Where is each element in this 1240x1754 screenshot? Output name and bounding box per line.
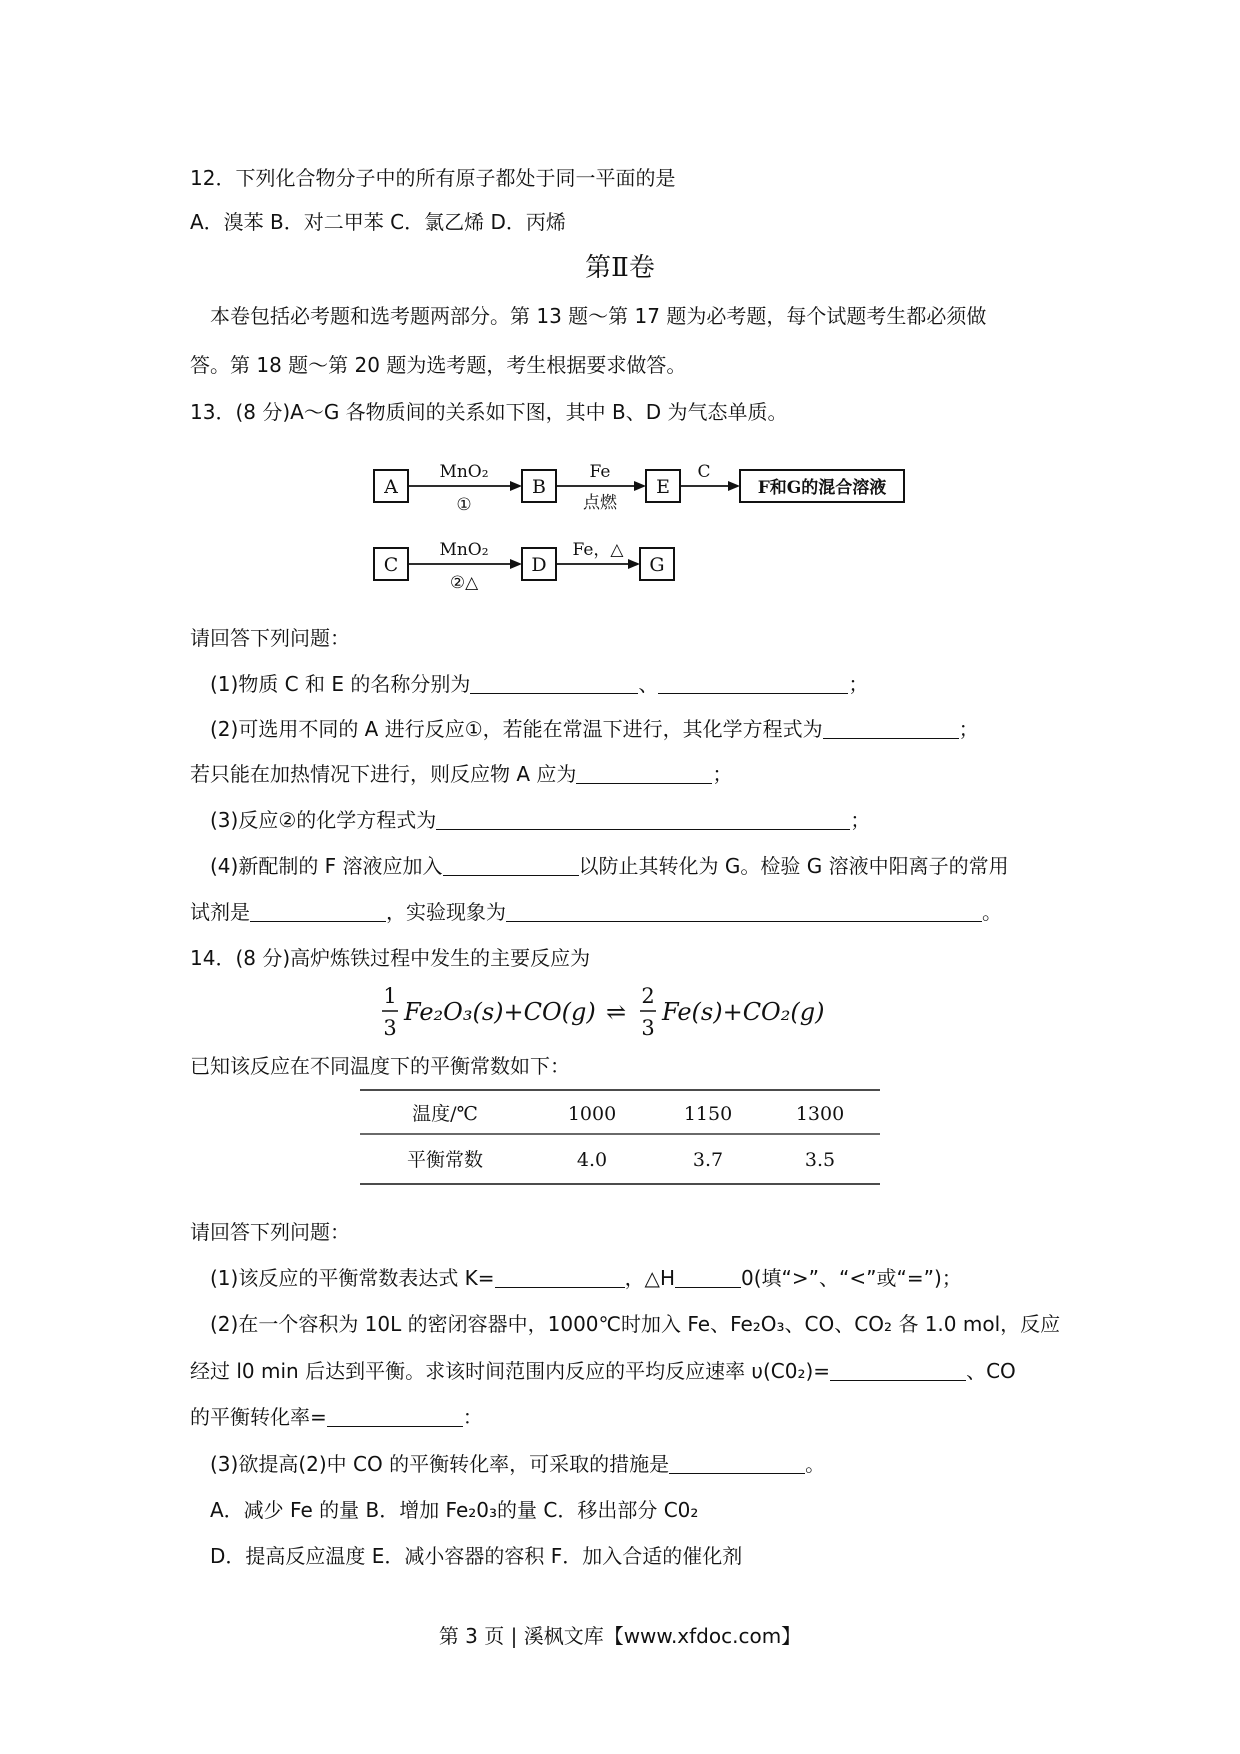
box-e-label: E <box>656 476 670 498</box>
q13-part4-cont <box>190 898 1002 926</box>
section-title: 第Ⅱ卷 <box>585 253 655 283</box>
box-d-label: D <box>531 554 547 576</box>
table-cell-1150: 3.7 <box>692 1149 724 1171</box>
q14-options-line1: A．减少 Fe 的量 B．增加 Fe₂0₃的量 C．移出部分 C0₂ <box>210 1498 699 1522</box>
q12-question: 12．下列化合物分子中的所有原子都处于同一平面的是 <box>190 166 676 190</box>
q13-part4-text: (4)新配制的 F 溶液应加入 <box>210 854 443 878</box>
q14-prompt: 请回答下列问题： <box>190 1220 350 1244</box>
q13-part1-text: (1)物质 C 和 E 的名称分别为 <box>210 672 471 696</box>
arrow1-bottom-label: ① <box>456 495 472 515</box>
reaction-flow-diagram <box>360 450 920 600</box>
box-fg-label: F和G的混合溶液 <box>757 478 887 498</box>
box-a-label: A <box>384 476 398 498</box>
equilibrium-arrow: ⇌ <box>606 998 627 1026</box>
equation-left: Fe₂O₃(s)+CO(g) <box>404 998 596 1026</box>
q14-part3-end: 。 <box>805 1452 826 1476</box>
q14-part3 <box>210 1450 825 1478</box>
q13-part1-sep: 、 <box>638 672 659 696</box>
q14-part2-cont2-end: ： <box>462 1405 483 1429</box>
answer-blank[interactable] <box>250 901 386 922</box>
box-c-label: C <box>383 554 399 576</box>
reaction-equation <box>380 975 860 1050</box>
box-g-label: G <box>649 554 665 576</box>
coef2-denominator: 3 <box>641 1016 655 1040</box>
q14-table-intro: 已知该反应在不同温度下的平衡常数如下： <box>190 1054 570 1078</box>
arrow2-bottom-label: 点燃 <box>583 493 617 513</box>
q13-part2-text: (2)可选用不同的 A 进行反应①，若能在常温下进行，其化学方程式为 <box>210 717 823 741</box>
table-cell-1300: 3.5 <box>804 1149 836 1171</box>
q14-part1 <box>210 1264 962 1292</box>
q14-stem: 14．(8 分)高炉炼铁过程中发生的主要反应为 <box>190 946 591 970</box>
q13-part4-text2: 以防止其转化为 G。检验 G 溶液中阳离子的常用 <box>578 854 1009 878</box>
answer-blank[interactable] <box>443 855 579 876</box>
answer-blank[interactable] <box>495 1267 625 1288</box>
arrow2-top-label: Fe <box>589 462 611 482</box>
table-row-label: 平衡常数 <box>406 1149 484 1171</box>
q13-prompt: 请回答下列问题： <box>190 626 350 650</box>
coef2-numerator: 2 <box>641 984 655 1008</box>
q13-part4-cont-text: 试剂是 <box>190 900 250 924</box>
q14-part2-cont-text: 经过 l0 min 后达到平衡。求该时间范围内反应的平均反应速率 υ(C0₂)= <box>190 1359 831 1383</box>
q13-part2-cont <box>190 760 732 788</box>
q13-part3 <box>210 806 870 834</box>
table-header-1150: 1150 <box>683 1103 733 1125</box>
equation-right: Fe(s)+CO₂(g) <box>662 998 825 1026</box>
q14-part2-cont2-text: 的平衡转化率= <box>190 1405 327 1429</box>
arrow3-top-label: C <box>697 462 711 482</box>
q13-part3-text: (3)反应②的化学方程式为 <box>210 808 437 832</box>
q14-part1-end: 0(填“>”、“<”或“=”)； <box>740 1266 962 1290</box>
answer-blank[interactable] <box>830 1360 966 1381</box>
table-cell-1000: 4.0 <box>576 1149 608 1171</box>
table-header-1000: 1000 <box>567 1103 617 1125</box>
q13-part1 <box>210 670 868 698</box>
q14-part1-text: (1)该反应的平衡常数表达式 K= <box>210 1266 495 1290</box>
answer-blank[interactable] <box>675 1267 741 1288</box>
q13-stem: 13．(8 分)A～G 各物质间的关系如下图，其中 B、D 为气态单质。 <box>190 400 788 424</box>
q13-part2-cont-text: 若只能在加热情况下进行，则反应物 A 应为 <box>190 762 577 786</box>
q14-part3-text: (3)欲提高(2)中 CO 的平衡转化率，可采取的措施是 <box>210 1452 670 1476</box>
section-intro-line1: 本卷包括必考题和选考题两部分。第 13 题～第 17 题为必考题，每个试题考生都必须做 <box>210 304 987 328</box>
q14-part1-text2: ，△H <box>624 1266 675 1290</box>
q14-options-line2: D．提高反应温度 E．减小容器的容积 F．加入合适的催化剂 <box>210 1544 743 1568</box>
coef1-numerator: 1 <box>383 984 397 1008</box>
arrow1-top-label: MnO₂ <box>439 462 489 482</box>
q13-part4 <box>210 852 1009 880</box>
answer-blank[interactable] <box>506 901 982 922</box>
q13-part1-end: ； <box>848 672 869 696</box>
q13-part4-cont-text2: ，实验现象为 <box>386 900 506 924</box>
answer-blank[interactable] <box>823 718 959 739</box>
page-footer: 第 3 页 | 溪枫文库【www.xfdoc.com】 <box>438 1624 802 1648</box>
q14-part2-cont <box>190 1357 1016 1385</box>
q13-part3-end: ； <box>850 808 871 832</box>
answer-blank[interactable] <box>327 1406 463 1427</box>
q13-part2 <box>210 715 979 743</box>
answer-blank[interactable] <box>658 673 848 694</box>
q14-part2-cont-text2: 、CO <box>966 1359 1016 1383</box>
answer-blank[interactable] <box>470 673 638 694</box>
arrow4-top-label: MnO₂ <box>439 540 489 560</box>
q12-options: A．溴苯 B．对二甲苯 C．氯乙烯 D．丙烯 <box>190 210 566 234</box>
equilibrium-constant-table <box>360 1088 880 1188</box>
q13-part2-cont-end: ； <box>712 762 733 786</box>
q14-part2: (2)在一个容积为 10L 的密闭容器中，1000℃时加入 Fe、Fe₂O₃、CO、CO₂ 各 1.0 mol，反应 <box>210 1312 1061 1336</box>
q14-part2-cont2 <box>190 1403 483 1431</box>
table-header-1300: 1300 <box>795 1103 845 1125</box>
answer-blank[interactable] <box>576 763 712 784</box>
q13-part4-cont-end: 。 <box>982 900 1002 924</box>
arrow4-bottom-label: ②△ <box>449 573 479 593</box>
box-b-label: B <box>532 476 546 498</box>
table-header-temp: 温度/℃ <box>412 1103 478 1125</box>
answer-blank[interactable] <box>669 1453 805 1474</box>
coef1-denominator: 3 <box>383 1016 397 1040</box>
section-intro-line2: 答。第 18 题～第 20 题为选考题，考生根据要求做答。 <box>190 353 687 377</box>
q13-part2-end: ； <box>958 717 979 741</box>
arrow5-top-label: Fe，△ <box>572 540 624 560</box>
answer-blank[interactable] <box>436 809 850 830</box>
